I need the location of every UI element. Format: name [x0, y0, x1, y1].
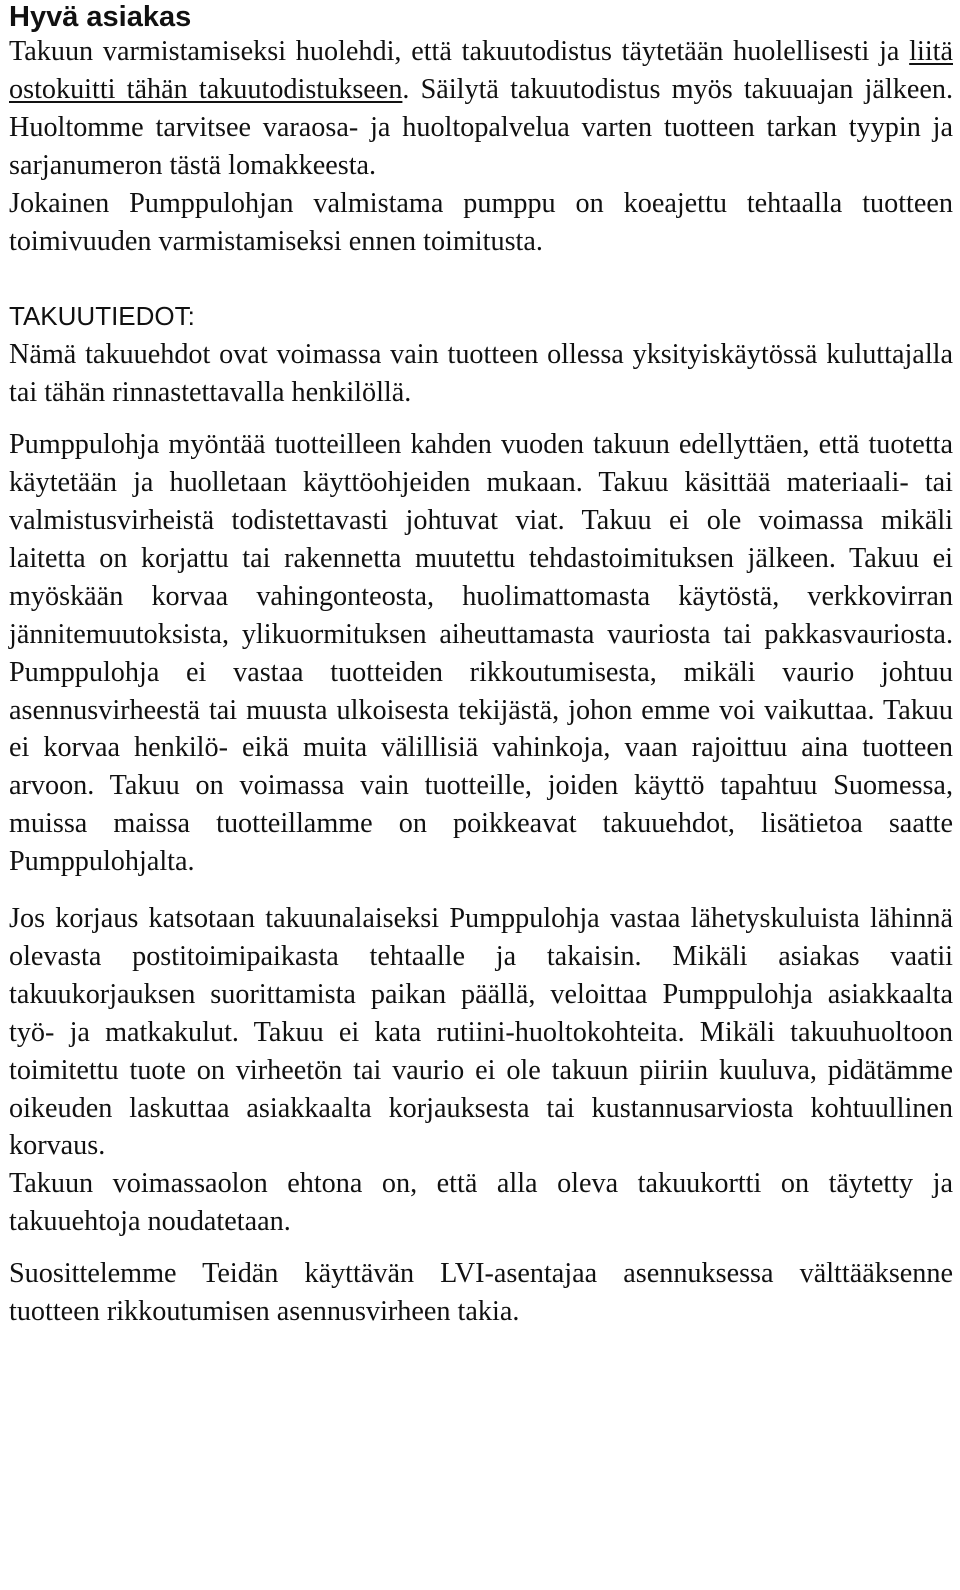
repair-costs-paragraph: Jos korjaus katsotaan takuunalaiseksi Pumppulohja vastaa lähetyskuluista lähinnä olevasta postitoimipaikasta tehtaalle ja takaisin. Mikäli asiakas vaatii takuukorjauksen suorittamista paikan päällä, veloittaa Pumppulohja asiakkaalta työ- ja matkakulut. Takuu ei kata rutiini-huoltokohteita. Mikäli takuuhuoltoon toimitettu tuote on virheetön tai vaurio ei ole takuun piiriin kuuluva, pidätämme oikeuden laskuttaa asiakkaalta korjauksesta tai kustannusarviosta kohtuullinen korvaus.	[9, 903, 953, 1162]
warranty-terms-paragraph: Pumppulohja myöntää tuotteilleen kahden vuoden takuun edellyttäen, että tuotetta käytetään ja huolletaan käyttöohjeiden mukaan. Takuu käsittää materiaali- tai valmistusvirheistä todistettavasti johtuvat viat. Takuu ei ole voimassa mikäli laitetta on korjattu tai rakennetta muutettu tehdastoimituksen jälkeen. Takuu ei myöskään korvaa vahingonteosta, huolimattomasta käytöstä, verkkovirran jännitemuutoksista, ylikuormituksen aiheuttamasta vauriosta tai pakkasvauriosta. Pumppulohja ei vastaa tuotteiden rikkoutumisesta, mikäli vaurio johtuu asennusvirheestä tai muusta ulkoisesta tekijästä, johon emme voi vaikuttaa. Takuu ei korvaa henkilö- eikä muita välillisiä vahinkoja, vaan rajoittuu aina tuotteen arvoon. Takuu on voimassa vain tuotteille, joiden käyttö tapahtuu Suomessa, muissa maissa tuotteillamme on poikkeavat takuuehdot, lisätietoa saatte Pumppulohjalta.	[9, 429, 953, 878]
section-spacer	[9, 260, 953, 298]
intro-paragraph	[9, 33, 953, 185]
warranty-document	[9, 0, 953, 1331]
installer-recommendation-paragraph: Suosittelemme Teidän käyttävän LVI-asentajaa asennuksessa välttääksenne tuotteen rikkoutumisen asennusvirheen takia.	[9, 1258, 953, 1328]
paragraph-spacer	[9, 881, 953, 900]
paragraph-spacer	[9, 1241, 953, 1255]
validity-condition-paragraph: Takuun voimassaolon ehtona on, että alla oleva takuukortti on täytetty ja takuuehtoja noudatetaan.	[9, 1168, 953, 1238]
intro-text-start: Takuun varmistamiseksi huolehdi, että takuutodistus täytetään huolellisesti ja	[9, 36, 910, 67]
paragraph-spacer	[9, 412, 953, 426]
factory-test-paragraph: Jokainen Pumppulohjan valmistama pumppu on koeajettu tehtaalla tuotteen toimivuuden varmistamiseksi ennen toimitusta.	[9, 187, 953, 257]
receipt-instruction: liitä ostokuitti tähän takuutodistukseen	[9, 36, 953, 105]
intro-text-end: . Säilytä takuutodistus myös takuuajan jälkeen. Huoltomme tarvitsee varaosa- ja huoltopalvelua varten tuotteen tarkan tyypin ja sarjanumeron tästä lomakkeesta.	[9, 73, 953, 181]
greeting-heading: Hyvä asiakas	[9, 1, 192, 33]
warranty-section-label: TAKUUTIEDOT:	[9, 301, 195, 332]
warranty-scope-paragraph: Nämä takuuehdot ovat voimassa vain tuotteen ollessa yksityiskäytössä kuluttajalla tai tähän rinnastettavalla henkilöllä.	[9, 339, 953, 409]
